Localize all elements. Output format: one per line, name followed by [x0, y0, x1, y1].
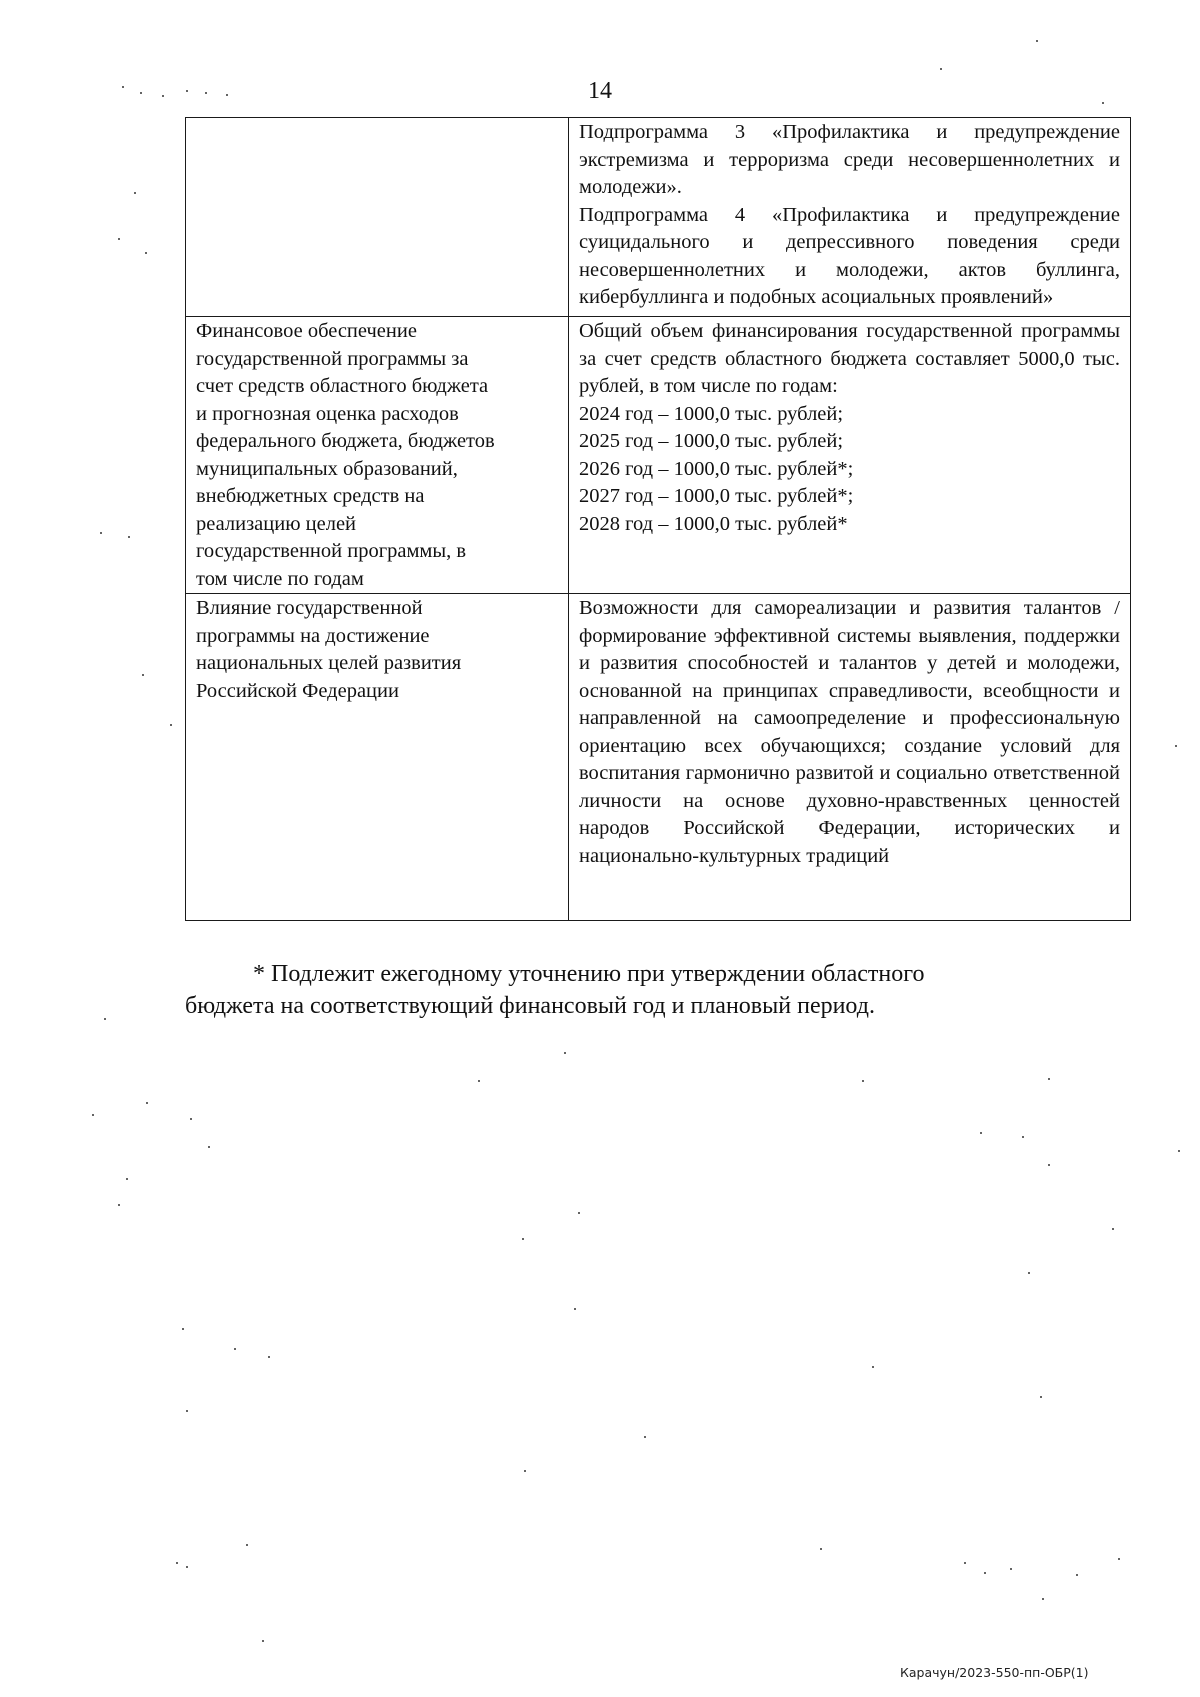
scan-speck	[104, 1018, 106, 1020]
scan-speck	[128, 536, 130, 538]
scan-speck	[984, 1572, 986, 1574]
scan-speck	[208, 1146, 210, 1148]
scan-speck	[524, 1470, 526, 1472]
label-line: счет средств областного бюджета	[196, 375, 489, 397]
scan-speck	[564, 1052, 566, 1054]
scan-speck	[1118, 1558, 1120, 1560]
table-cell-value	[569, 118, 1131, 317]
table-cell-label	[186, 317, 569, 594]
label-line: муниципальных образований,	[196, 457, 458, 480]
scan-speck	[1036, 40, 1038, 42]
scan-speck	[140, 92, 142, 94]
footnote-line: * Подлежит ежегодному уточнению при утверждении областного	[253, 961, 925, 987]
total-financing-text: Общий объем финансирования государственной программы за счет средств областного бюджета составляет 5000,0 тыс. рублей, в том числе по годам:	[579, 320, 1120, 397]
scan-speck	[1076, 1574, 1078, 1576]
scan-speck	[226, 94, 228, 96]
scan-speck	[980, 1132, 982, 1134]
scan-speck	[964, 1562, 966, 1564]
scan-speck	[578, 1212, 580, 1214]
label-line: Российской Федерации	[196, 679, 399, 702]
scan-speck	[190, 1118, 192, 1120]
scan-speck	[186, 90, 188, 92]
scan-speck	[820, 1548, 822, 1550]
table-cell-value	[569, 317, 1131, 594]
subprogram-3-text: Подпрограмма 3 «Профилактика и предупреждение экстремизма и терроризма среди несовершеннолетних и молодежи».	[579, 121, 1120, 198]
scan-speck	[100, 532, 102, 534]
scan-speck	[134, 192, 136, 194]
label-line: Влияние государственной	[196, 597, 423, 619]
scan-speck	[162, 95, 164, 97]
scan-speck	[1112, 1228, 1114, 1230]
scan-speck	[142, 674, 144, 676]
label-line: государственной программы за	[196, 347, 469, 370]
scan-speck	[118, 238, 120, 240]
scan-speck	[1040, 1396, 1042, 1398]
scan-speck	[1048, 1164, 1050, 1166]
scan-speck	[862, 1080, 864, 1082]
scan-speck	[1175, 745, 1177, 747]
label-line: федерального бюджета, бюджетов	[196, 430, 495, 452]
scan-speck	[186, 1410, 188, 1412]
scan-speck	[246, 1544, 248, 1546]
financing-year-2025: 2025 год – 1000,0 тыс. рублей;	[579, 430, 844, 452]
scan-speck	[940, 68, 942, 70]
scan-speck	[92, 1114, 94, 1116]
program-passport-table	[185, 117, 1131, 921]
scan-speck	[268, 1356, 270, 1358]
national-goals-text: Возможности для самореализации и развития талантов / формирование эффективной системы выявления, поддержки и развития способностей и талантов у детей и молодежи, основанной на принципах справедливости, всеобщности и направленной на самоопределение и профессиональную ориентацию всех обучающихся; создание условий для воспитания гармонично развитой и социально ответственной личности на основе духовно-нравственных ценностей народов Российской Федерации, исторических и национально-культурных традиций	[579, 597, 1120, 867]
scan-speck	[1048, 1078, 1050, 1080]
table-cell-label	[186, 118, 569, 317]
scan-speck	[522, 1238, 524, 1240]
label-line: реализацию целей	[196, 512, 357, 535]
table-row	[186, 317, 1131, 594]
table-row	[186, 594, 1131, 921]
label-line: том числе по годам	[196, 567, 364, 590]
scan-speck	[126, 1178, 128, 1180]
scan-speck	[1010, 1568, 1012, 1570]
label-line: программы на достижение	[196, 624, 430, 647]
subprogram-4-text: Подпрограмма 4 «Профилактика и предупреждение суицидального и депрессивного поведения среди несовершеннолетних и молодежи, актов буллинга, кибербуллинга и подобных асоциальных проявлений»	[579, 203, 1120, 308]
label-line: государственной программы, в	[196, 540, 467, 562]
label-line: национальных целей развития	[196, 652, 462, 674]
scan-speck	[1022, 1136, 1024, 1138]
footnote-line: бюджета на соответствующий финансовый год и плановый период.	[185, 993, 875, 1019]
scan-speck	[262, 1640, 264, 1642]
table-cell-value	[569, 594, 1131, 921]
financing-year-2024: 2024 год – 1000,0 тыс. рублей;	[579, 402, 844, 425]
table-row	[186, 118, 1131, 317]
financing-year-2028: 2028 год – 1000,0 тыс. рублей*	[579, 512, 848, 535]
table-cell-label	[186, 594, 569, 921]
scan-speck	[146, 1102, 148, 1104]
page-number: 14	[588, 78, 612, 104]
scan-speck	[170, 724, 172, 726]
footnote	[185, 958, 1131, 1022]
label-line: Финансовое обеспечение	[196, 320, 417, 342]
scan-speck	[644, 1436, 646, 1438]
scan-speck	[205, 92, 207, 94]
scan-speck	[872, 1366, 874, 1368]
scan-speck	[234, 1348, 236, 1350]
scan-speck	[1042, 1598, 1044, 1600]
scan-speck	[186, 1566, 188, 1568]
scan-speck	[478, 1080, 480, 1082]
scan-speck	[145, 252, 147, 254]
scan-speck	[118, 1204, 120, 1206]
scan-speck	[182, 1328, 184, 1330]
label-line: внебюджетных средств на	[196, 485, 425, 507]
financing-year-2026: 2026 год – 1000,0 тыс. рублей*;	[579, 457, 854, 480]
label-line: и прогнозная оценка расходов	[196, 402, 459, 425]
scan-speck	[1028, 1272, 1030, 1274]
financing-year-2027: 2027 год – 1000,0 тыс. рублей*;	[579, 485, 854, 507]
scan-speck	[122, 86, 124, 88]
scan-speck	[176, 1562, 178, 1564]
document-code: Карачун/2023-550-пп-ОБР(1)	[900, 1665, 1089, 1680]
scan-speck	[1102, 102, 1104, 104]
scan-speck	[1178, 1150, 1180, 1152]
scan-speck	[574, 1308, 576, 1310]
